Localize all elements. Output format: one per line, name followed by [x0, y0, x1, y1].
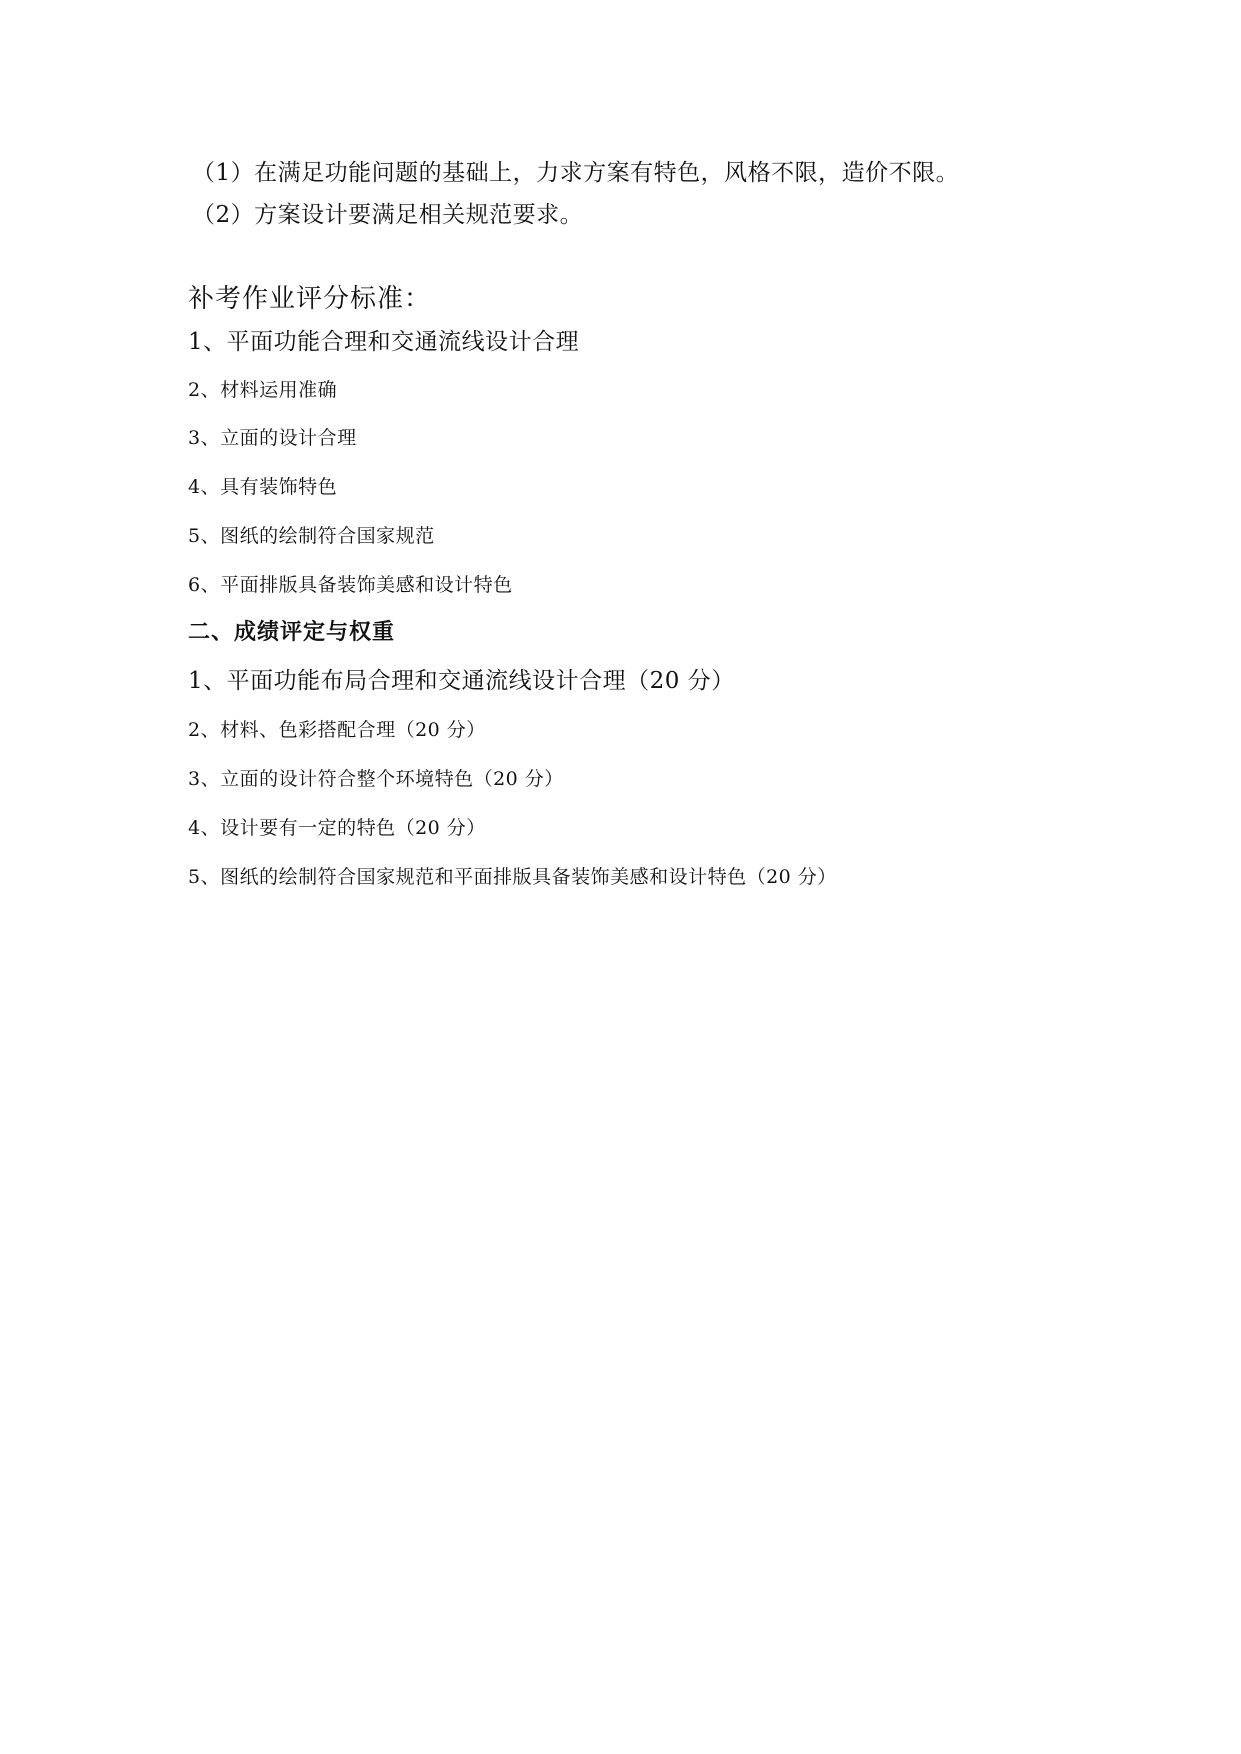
weight-item: 4、设计要有一定的特色（20 分）	[188, 817, 486, 839]
requirement-item: （1）在满足功能问题的基础上，力求方案有特色，风格不限，造价不限。	[192, 160, 960, 186]
weight-item: 1、平面功能布局合理和交通流线设计合理（20 分）	[188, 668, 735, 694]
criteria-item: 4、具有装饰特色	[188, 476, 338, 498]
criteria-item: 1、平面功能合理和交通流线设计合理	[188, 329, 580, 355]
weight-heading: 二、成绩评定与权重	[188, 620, 396, 645]
requirement-item: （2）方案设计要满足相关规范要求。	[192, 202, 584, 228]
weight-item: 2、材料、色彩搭配合理（20 分）	[188, 719, 486, 741]
criteria-item: 5、图纸的绘制符合国家规范	[188, 525, 435, 547]
weight-item: 5、图纸的绘制符合国家规范和平面排版具备装饰美感和设计特色（20 分）	[188, 866, 837, 888]
criteria-item: 6、平面排版具备装饰美感和设计特色	[188, 574, 513, 596]
criteria-item: 3、立面的设计合理	[188, 427, 357, 449]
criteria-heading: 补考作业评分标准：	[188, 284, 432, 314]
criteria-item: 2、材料运用准确	[188, 379, 338, 401]
weight-item: 3、立面的设计符合整个环境特色（20 分）	[188, 768, 564, 790]
